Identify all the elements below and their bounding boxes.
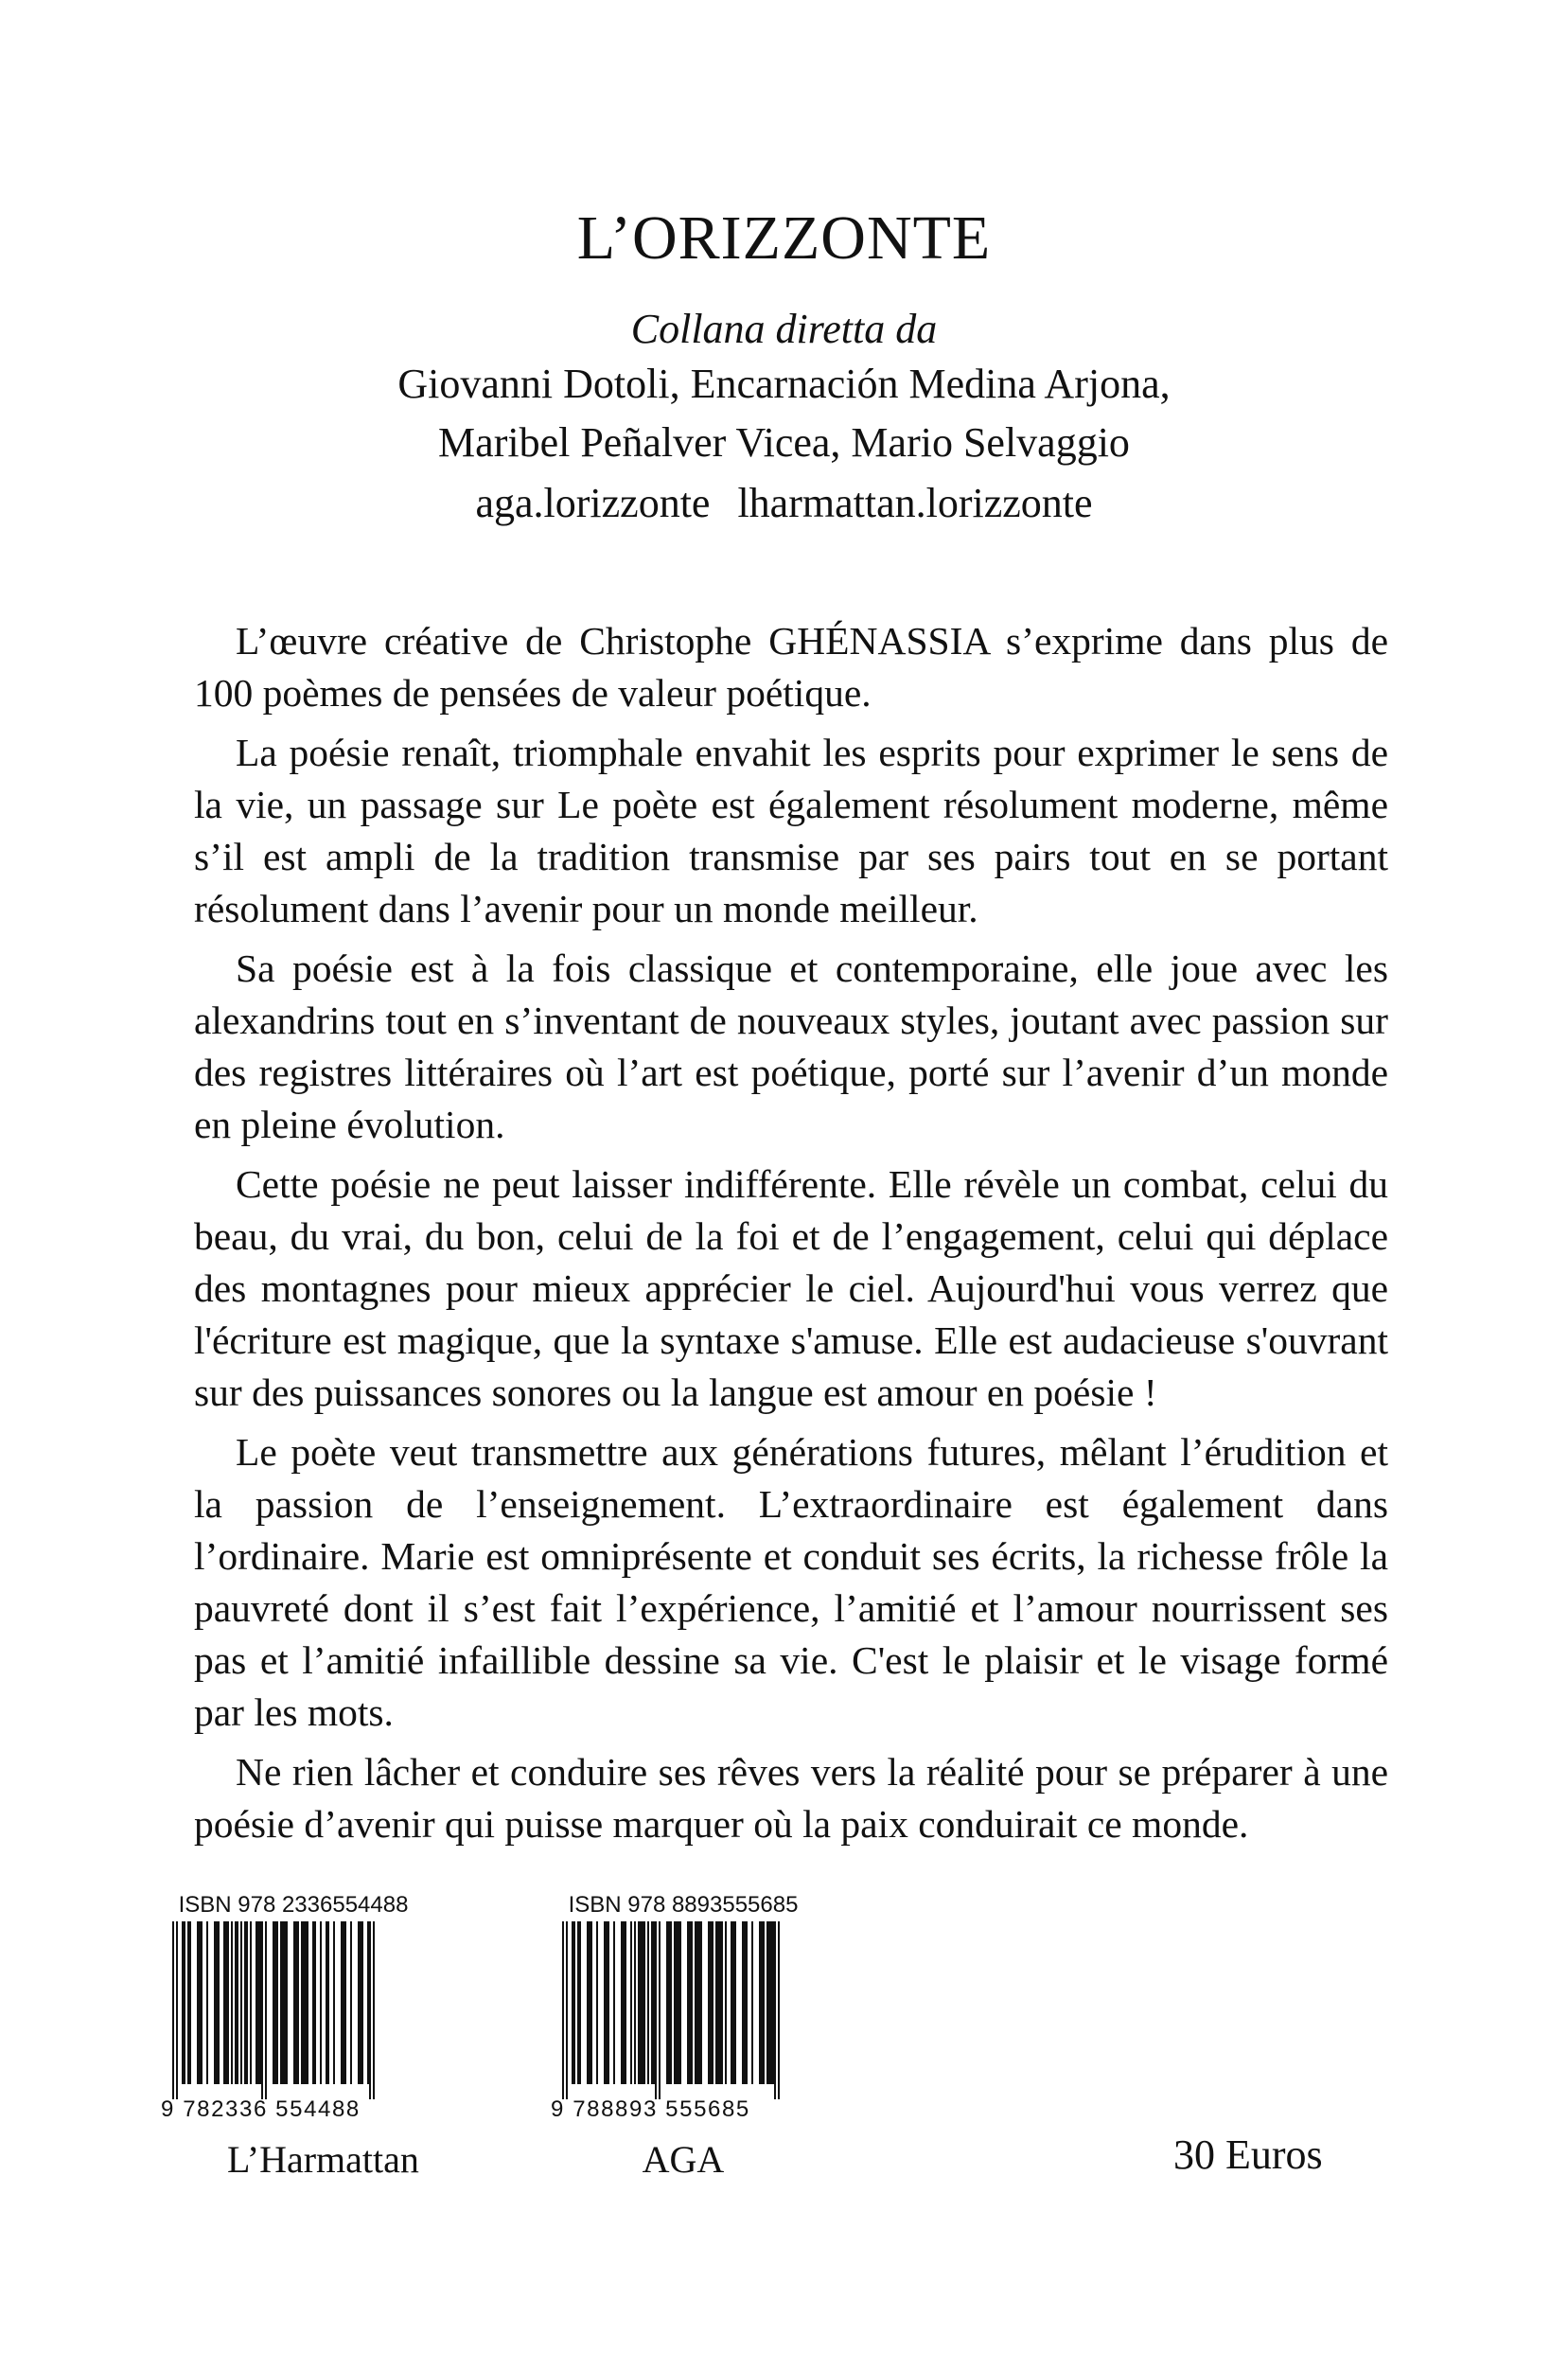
series-subtitle: Collana diretta da (630, 306, 938, 352)
back-cover-description (194, 615, 1388, 1858)
barcode-digits: 9 788893 555685 (551, 2096, 750, 2122)
editors-line-2: Maribel Peñalver Vicea, Mario Selvaggio (438, 419, 1130, 466)
barcode-icon (161, 1921, 426, 2099)
isbn-label: ISBN 978 2336554488 (178, 1892, 409, 1918)
barcode-digits: 9 782336 554488 (161, 2096, 361, 2122)
paragraph: L’œuvre créative de Christophe GHÉNASSIA s’exprime dans plus de 100 poèmes de pensées de valeur poétique. (194, 619, 1388, 715)
series-title: L’ORIZZONTE (576, 203, 992, 273)
barcode-lharmattan (161, 1892, 445, 2181)
publisher-name: AGA (642, 2138, 725, 2181)
social-handles (0, 477, 1568, 530)
barcode-aga (551, 1892, 835, 2181)
publisher-name: L’Harmattan (227, 2138, 419, 2181)
paragraph: La poésie renaît, triomphale envahit les esprits pour exprimer le sens de la vie, un passage sur Le poète est également résolument moderne, même s’il est ampli de la tradition transmise par ses pairs tout en se portant résolument dans l’avenir pour un monde meilleur. (194, 731, 1388, 930)
paragraph: Ne rien lâcher et conduire ses rêves vers la réalité pour se préparer à une poésie d’avenir qui puisse marquer où la paix conduirait ce monde. (194, 1750, 1388, 1846)
barcode-icon (551, 1921, 816, 2099)
editors-line-1: Giovanni Dotoli, Encarnación Medina Arjona, (397, 361, 1171, 407)
social-handle-lharmattan: lharmattan.lorizzonte (737, 480, 1093, 526)
paragraph: Sa poésie est à la fois classique et contemporaine, elle joue avec les alexandrins tout en s’inventant de nouveaux styles, joutant avec passion sur des registres littéraires où l’art est poétique, porté sur l’avenir d’un monde en pleine évolution. (194, 946, 1388, 1146)
isbn-label: ISBN 978 8893555685 (568, 1892, 799, 1918)
paragraph: Le poète veut transmettre aux générations futures, mêlant l’érudition et la passion de l’enseignement. L’extraordinaire est également dans l’ordinaire. Marie est omniprésente et conduit ses écrits, la richesse frôle la pauvreté dont il s’est fait l’expérience, l’amitié et l’amour nourrissent ses pas et l’amitié infaillible dessine sa vie. C'est le plaisir et le visage formé par les mots. (194, 1430, 1388, 1734)
paragraph: Cette poésie ne peut laisser indifférente. Elle révèle un combat, celui du beau, du vrai, du bon, celui de la foi et de l’engagement, celui qui déplace des montagnes pour mieux apprécier le ciel. Aujourd'hui vous verrez que l'écriture est magique, que la syntaxe s'amuse. Elle est audacieuse s'ouvrant sur des puissances sonores ou la langue est amour en poésie ! (194, 1162, 1388, 1414)
social-handle-aga: aga.lorizzonte (475, 480, 711, 526)
series-editors (0, 356, 1568, 473)
price: 30 Euros (1173, 2131, 1323, 2178)
